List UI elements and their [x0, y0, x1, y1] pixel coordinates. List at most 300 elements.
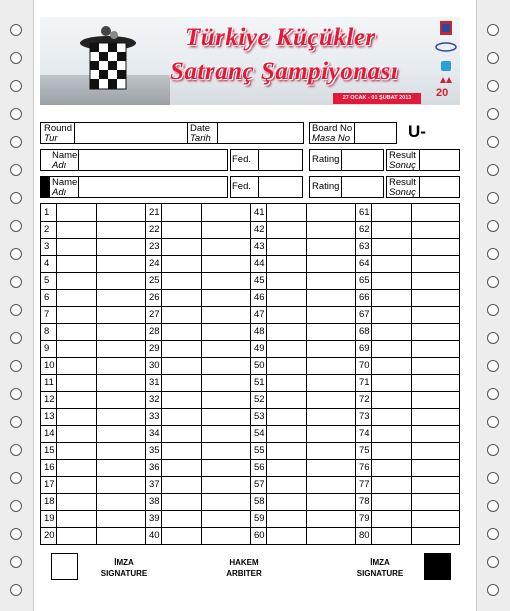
move-number: 4: [44, 258, 50, 269]
move-white-field[interactable]: [162, 425, 201, 442]
move-black-field[interactable]: [202, 255, 250, 272]
move-black-field[interactable]: [307, 527, 355, 544]
move-white-field[interactable]: [57, 357, 96, 374]
player-name-field[interactable]: [80, 151, 226, 169]
tractor-hole-icon: [10, 248, 22, 260]
move-white-field[interactable]: [162, 408, 201, 425]
banner-title-line2: Satranç Şampiyonası: [170, 58, 399, 85]
move-black-field[interactable]: [97, 425, 145, 442]
moves-table: [40, 203, 460, 545]
round-label: Round: [44, 123, 72, 134]
move-white-field[interactable]: [372, 340, 411, 357]
move-black-field[interactable]: [202, 357, 250, 374]
move-white-field[interactable]: [57, 425, 96, 442]
tournament-banner: [40, 17, 460, 112]
move-white-field[interactable]: [162, 289, 201, 306]
move-number: 5: [44, 275, 50, 286]
move-number: 44: [254, 258, 265, 269]
tractor-hole-icon: [10, 80, 22, 92]
move-black-field[interactable]: [307, 340, 355, 357]
move-white-field[interactable]: [267, 238, 306, 255]
move-white-field[interactable]: [267, 306, 306, 323]
tractor-hole-icon: [10, 500, 22, 512]
move-black-field[interactable]: [97, 272, 145, 289]
tractor-hole-icon: [10, 192, 22, 204]
move-number: 47: [254, 309, 265, 320]
move-number: 56: [254, 462, 265, 473]
move-white-field[interactable]: [162, 391, 201, 408]
tractor-hole-icon: [487, 360, 499, 372]
move-number: 45: [254, 275, 265, 286]
move-number: 34: [149, 428, 160, 439]
move-number: 60: [254, 530, 265, 541]
move-white-field[interactable]: [267, 459, 306, 476]
move-white-field[interactable]: [267, 425, 306, 442]
tractor-hole-icon: [10, 388, 22, 400]
move-black-field[interactable]: [412, 323, 460, 340]
left-tractor-strip: [0, 0, 34, 611]
move-black-field[interactable]: [202, 204, 250, 221]
move-number: 72: [359, 394, 370, 405]
move-black-field[interactable]: [307, 289, 355, 306]
move-white-field[interactable]: [372, 459, 411, 476]
move-number: 26: [149, 292, 160, 303]
move-black-field[interactable]: [202, 493, 250, 510]
move-white-field[interactable]: [267, 357, 306, 374]
tractor-hole-icon: [487, 80, 499, 92]
magic-hat-icon: [78, 23, 138, 103]
move-black-field[interactable]: [412, 306, 460, 323]
move-black-field[interactable]: [307, 459, 355, 476]
move-black-field[interactable]: [202, 425, 250, 442]
move-black-field[interactable]: [202, 340, 250, 357]
move-white-field[interactable]: [57, 306, 96, 323]
black-signature-label: SIGNATURE: [356, 569, 404, 578]
name-label-tr: Adı: [52, 187, 67, 198]
move-white-field[interactable]: [372, 323, 411, 340]
tractor-hole-icon: [10, 416, 22, 428]
move-black-field[interactable]: [202, 289, 250, 306]
move-white-field[interactable]: [57, 459, 96, 476]
move-white-field[interactable]: [57, 476, 96, 493]
move-white-field[interactable]: [372, 442, 411, 459]
move-black-field[interactable]: [202, 408, 250, 425]
move-number: 66: [359, 292, 370, 303]
move-white-field[interactable]: [57, 510, 96, 527]
move-black-field[interactable]: [97, 306, 145, 323]
move-number: 7: [44, 309, 50, 320]
move-white-field[interactable]: [267, 272, 306, 289]
tractor-hole-icon: [487, 332, 499, 344]
move-number: 41: [254, 207, 265, 218]
board-label-tr: Masa No: [312, 133, 351, 144]
move-black-field[interactable]: [412, 289, 460, 306]
move-number: 71: [359, 377, 370, 388]
move-number: 33: [149, 411, 160, 422]
tractor-hole-icon: [10, 304, 22, 316]
move-white-field[interactable]: [372, 221, 411, 238]
move-number: 22: [149, 224, 160, 235]
move-number: 74: [359, 428, 370, 439]
move-white-field[interactable]: [372, 374, 411, 391]
move-white-field[interactable]: [57, 289, 96, 306]
tractor-hole-icon: [10, 136, 22, 148]
date-field[interactable]: [219, 124, 302, 142]
move-white-field[interactable]: [267, 323, 306, 340]
move-black-field[interactable]: [412, 510, 460, 527]
move-black-field[interactable]: [307, 442, 355, 459]
move-number: 6: [44, 292, 50, 303]
move-black-field[interactable]: [307, 238, 355, 255]
move-black-field[interactable]: [202, 476, 250, 493]
move-black-field[interactable]: [97, 221, 145, 238]
move-number: 68: [359, 326, 370, 337]
move-black-field[interactable]: [412, 408, 460, 425]
move-black-field[interactable]: [412, 204, 460, 221]
move-number: 23: [149, 241, 160, 252]
move-number: 13: [44, 411, 55, 422]
move-black-field[interactable]: [202, 238, 250, 255]
move-black-field[interactable]: [97, 510, 145, 527]
move-white-field[interactable]: [372, 255, 411, 272]
tractor-hole-icon: [10, 24, 22, 36]
tractor-hole-icon: [10, 556, 22, 568]
fed-field[interactable]: [260, 178, 302, 196]
white-signature-label: SIGNATURE: [100, 569, 148, 578]
move-black-field[interactable]: [202, 527, 250, 544]
move-white-field[interactable]: [57, 255, 96, 272]
move-number: 39: [149, 513, 160, 524]
move-white-field[interactable]: [162, 221, 201, 238]
round-field[interactable]: [81, 124, 185, 142]
move-number: 65: [359, 275, 370, 286]
move-black-field[interactable]: [97, 391, 145, 408]
tractor-hole-icon: [10, 276, 22, 288]
move-black-field[interactable]: [412, 459, 460, 476]
player-name-field[interactable]: [80, 178, 226, 196]
move-number: 52: [254, 394, 265, 405]
move-number: 51: [254, 377, 265, 388]
move-number: 18: [44, 496, 55, 507]
move-number: 78: [359, 496, 370, 507]
move-black-field[interactable]: [412, 442, 460, 459]
move-number: 43: [254, 241, 265, 252]
move-white-field[interactable]: [162, 442, 201, 459]
move-white-field[interactable]: [162, 306, 201, 323]
fed-field[interactable]: [260, 151, 302, 169]
move-number: 29: [149, 343, 160, 354]
move-white-field[interactable]: [162, 340, 201, 357]
move-white-field[interactable]: [57, 391, 96, 408]
tractor-hole-icon: [487, 416, 499, 428]
arbiter-label: ARBITER: [226, 569, 262, 578]
move-black-field[interactable]: [412, 527, 460, 544]
name-label: Name: [52, 177, 78, 188]
move-number: 8: [44, 326, 50, 337]
move-number: 38: [149, 496, 160, 507]
tractor-hole-icon: [487, 220, 499, 232]
move-white-field[interactable]: [162, 527, 201, 544]
tractor-hole-icon: [487, 304, 499, 316]
move-white-field[interactable]: [372, 289, 411, 306]
round-label-tr: Tur: [44, 133, 58, 144]
move-black-field[interactable]: [202, 272, 250, 289]
move-white-field[interactable]: [57, 527, 96, 544]
move-white-field[interactable]: [267, 374, 306, 391]
result-label: Result: [389, 150, 416, 161]
move-white-field[interactable]: [372, 306, 411, 323]
move-number: 19: [44, 513, 55, 524]
move-white-field[interactable]: [372, 408, 411, 425]
move-black-field[interactable]: [307, 476, 355, 493]
name-label-tr: Adı: [52, 160, 67, 171]
move-black-field[interactable]: [97, 357, 145, 374]
move-white-field[interactable]: [267, 527, 306, 544]
move-white-field[interactable]: [162, 255, 201, 272]
move-white-field[interactable]: [267, 476, 306, 493]
black-signature-label-tr: İMZA: [370, 558, 390, 567]
move-black-field[interactable]: [202, 391, 250, 408]
move-black-field[interactable]: [97, 255, 145, 272]
move-black-field[interactable]: [202, 323, 250, 340]
move-white-field[interactable]: [162, 323, 201, 340]
move-white-field[interactable]: [162, 459, 201, 476]
move-number: 64: [359, 258, 370, 269]
move-black-field[interactable]: [97, 527, 145, 544]
move-white-field[interactable]: [162, 510, 201, 527]
result-label-tr: Sonuç: [389, 187, 416, 198]
tractor-hole-icon: [10, 52, 22, 64]
move-number: 67: [359, 309, 370, 320]
move-black-field[interactable]: [412, 221, 460, 238]
tractor-hole-icon: [10, 332, 22, 344]
scoresheet: [34, 0, 476, 611]
move-black-field[interactable]: [307, 510, 355, 527]
move-black-field[interactable]: [412, 391, 460, 408]
move-white-field[interactable]: [267, 221, 306, 238]
tractor-hole-icon: [10, 472, 22, 484]
move-number: 62: [359, 224, 370, 235]
move-black-field[interactable]: [202, 510, 250, 527]
move-black-field[interactable]: [202, 306, 250, 323]
rating-field[interactable]: [343, 151, 383, 169]
move-black-field[interactable]: [202, 374, 250, 391]
tractor-hole-icon: [487, 248, 499, 260]
move-number: 80: [359, 530, 370, 541]
age-group-label: U-: [408, 122, 426, 141]
move-white-field[interactable]: [57, 221, 96, 238]
tractor-hole-icon: [487, 528, 499, 540]
move-black-field[interactable]: [202, 459, 250, 476]
move-number: 55: [254, 445, 265, 456]
move-number: 32: [149, 394, 160, 405]
move-black-field[interactable]: [307, 374, 355, 391]
move-white-field[interactable]: [372, 476, 411, 493]
move-white-field[interactable]: [267, 204, 306, 221]
move-white-field[interactable]: [372, 493, 411, 510]
board-field[interactable]: [356, 124, 396, 142]
fed-label: Fed.: [232, 154, 252, 165]
move-black-field[interactable]: [412, 238, 460, 255]
move-number: 37: [149, 479, 160, 490]
move-black-field[interactable]: [307, 357, 355, 374]
move-white-field[interactable]: [267, 391, 306, 408]
tractor-hole-icon: [487, 108, 499, 120]
move-white-field[interactable]: [162, 272, 201, 289]
move-white-field[interactable]: [162, 374, 201, 391]
sponsor-logos: [432, 17, 460, 105]
move-white-field[interactable]: [372, 272, 411, 289]
result-field[interactable]: [421, 178, 459, 196]
tractor-hole-icon: [487, 24, 499, 36]
move-black-field[interactable]: [307, 323, 355, 340]
move-black-field[interactable]: [412, 493, 460, 510]
tractor-hole-icon: [10, 220, 22, 232]
move-white-field[interactable]: [372, 391, 411, 408]
move-white-field[interactable]: [372, 357, 411, 374]
tractor-hole-icon: [487, 556, 499, 568]
banner-title-line1: Türkiye Küçükler: [185, 24, 376, 51]
move-white-field[interactable]: [57, 442, 96, 459]
move-black-field[interactable]: [97, 204, 145, 221]
move-black-field[interactable]: [307, 272, 355, 289]
move-number: 50: [254, 360, 265, 371]
move-white-field[interactable]: [57, 204, 96, 221]
move-white-field[interactable]: [57, 374, 96, 391]
tractor-hole-icon: [487, 52, 499, 64]
tractor-hole-icon: [10, 528, 22, 540]
move-number: 9: [44, 343, 50, 354]
banner-dates: 27 OCAK - 01 ŞUBAT 2013 ANTALYA: [333, 93, 421, 104]
move-white-field[interactable]: [57, 408, 96, 425]
move-white-field[interactable]: [267, 289, 306, 306]
white-signature-label-tr: İMZA: [114, 558, 134, 567]
move-number: 79: [359, 513, 370, 524]
move-black-field[interactable]: [97, 493, 145, 510]
move-black-field[interactable]: [97, 459, 145, 476]
move-number: 14: [44, 428, 55, 439]
move-black-field[interactable]: [97, 238, 145, 255]
move-black-field[interactable]: [412, 357, 460, 374]
tractor-hole-icon: [487, 500, 499, 512]
black-color-box: [424, 553, 451, 580]
fed-label: Fed.: [232, 181, 252, 192]
move-number: 49: [254, 343, 265, 354]
move-black-field[interactable]: [202, 221, 250, 238]
move-black-field[interactable]: [307, 306, 355, 323]
result-label: Result: [389, 177, 416, 188]
move-black-field[interactable]: [412, 272, 460, 289]
move-white-field[interactable]: [267, 493, 306, 510]
arbiter-label-tr: HAKEM: [229, 558, 259, 567]
move-number: 48: [254, 326, 265, 337]
move-white-field[interactable]: [57, 272, 96, 289]
move-black-field[interactable]: [307, 221, 355, 238]
move-white-field[interactable]: [267, 442, 306, 459]
tractor-hole-icon: [487, 444, 499, 456]
move-number: 42: [254, 224, 265, 235]
move-white-field[interactable]: [162, 493, 201, 510]
move-black-field[interactable]: [97, 374, 145, 391]
move-white-field[interactable]: [162, 204, 201, 221]
move-white-field[interactable]: [162, 238, 201, 255]
move-number: 54: [254, 428, 265, 439]
move-number: 76: [359, 462, 370, 473]
tractor-hole-icon: [10, 444, 22, 456]
move-black-field[interactable]: [307, 425, 355, 442]
move-white-field[interactable]: [372, 238, 411, 255]
move-number: 40: [149, 530, 160, 541]
move-white-field[interactable]: [372, 510, 411, 527]
move-number: 53: [254, 411, 265, 422]
move-number: 3: [44, 241, 50, 252]
result-field[interactable]: [421, 151, 459, 169]
move-number: 20: [44, 530, 55, 541]
tractor-hole-icon: [10, 584, 22, 596]
board-label: Board No: [312, 123, 353, 134]
move-number: 21: [149, 207, 160, 218]
move-black-field[interactable]: [97, 408, 145, 425]
move-number: 35: [149, 445, 160, 456]
move-number: 17: [44, 479, 55, 490]
move-black-field[interactable]: [97, 323, 145, 340]
move-number: 12: [44, 394, 55, 405]
move-white-field[interactable]: [57, 238, 96, 255]
move-black-field[interactable]: [412, 255, 460, 272]
date-label-tr: Tarih: [190, 133, 211, 144]
move-white-field[interactable]: [372, 425, 411, 442]
move-black-field[interactable]: [202, 442, 250, 459]
move-black-field[interactable]: [307, 255, 355, 272]
move-black-field[interactable]: [97, 442, 145, 459]
move-number: 46: [254, 292, 265, 303]
move-black-field[interactable]: [307, 204, 355, 221]
move-black-field[interactable]: [307, 391, 355, 408]
move-number: 36: [149, 462, 160, 473]
rating-label: Rating: [312, 154, 340, 165]
move-white-field[interactable]: [57, 340, 96, 357]
move-black-field[interactable]: [97, 340, 145, 357]
move-black-field[interactable]: [412, 476, 460, 493]
move-number: 10: [44, 360, 55, 371]
move-black-field[interactable]: [412, 340, 460, 357]
move-white-field[interactable]: [372, 527, 411, 544]
move-black-field[interactable]: [97, 289, 145, 306]
rating-field[interactable]: [343, 178, 383, 196]
move-number: 73: [359, 411, 370, 422]
move-black-field[interactable]: [412, 374, 460, 391]
move-white-field[interactable]: [372, 204, 411, 221]
move-white-field[interactable]: [162, 357, 201, 374]
move-number: 30: [149, 360, 160, 371]
move-black-field[interactable]: [307, 408, 355, 425]
move-white-field[interactable]: [57, 493, 96, 510]
move-number: 57: [254, 479, 265, 490]
move-white-field[interactable]: [57, 323, 96, 340]
move-white-field[interactable]: [162, 476, 201, 493]
move-black-field[interactable]: [307, 493, 355, 510]
move-black-field[interactable]: [412, 425, 460, 442]
move-black-field[interactable]: [97, 476, 145, 493]
move-white-field[interactable]: [267, 510, 306, 527]
move-white-field[interactable]: [267, 340, 306, 357]
move-number: 1: [44, 207, 50, 218]
right-tractor-strip: [476, 0, 510, 611]
move-number: 11: [44, 377, 54, 388]
move-white-field[interactable]: [267, 255, 306, 272]
move-number: 27: [149, 309, 160, 320]
move-white-field[interactable]: [267, 408, 306, 425]
